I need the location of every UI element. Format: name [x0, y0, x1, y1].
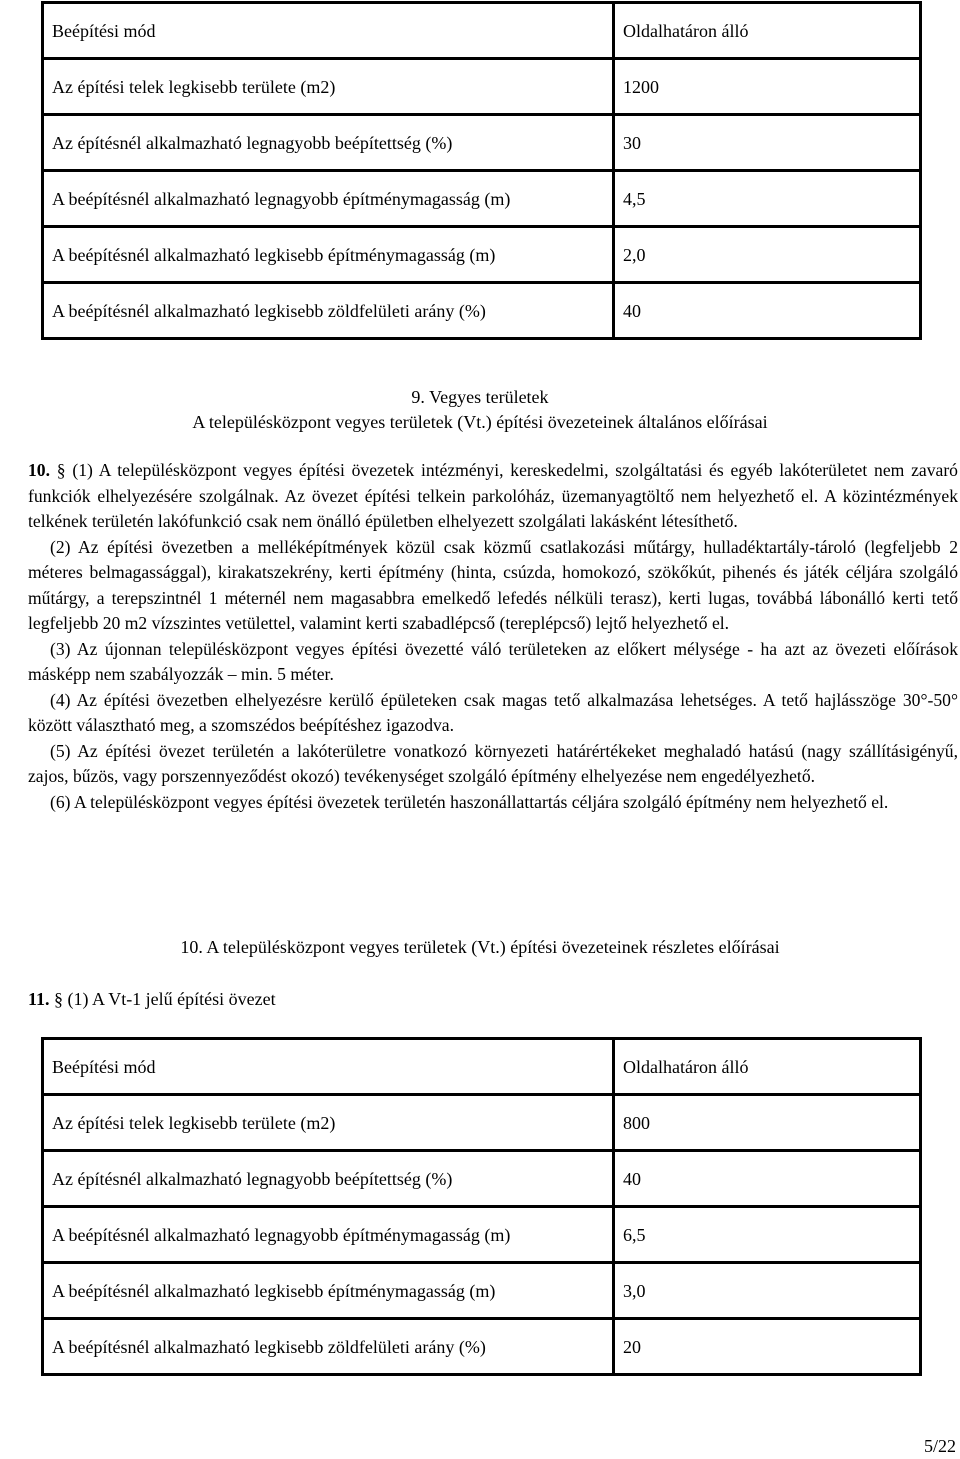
page-number: 5/22 — [923, 1436, 956, 1456]
parameter-value: 6,5 — [614, 1207, 921, 1263]
parameter-label: A beépítésnél alkalmazható legkisebb zöldfelületi arány (%) — [43, 1319, 614, 1375]
paragraph-11 — [28, 987, 276, 1011]
parameter-value: 2,0 — [614, 227, 921, 283]
parameter-label: Beépítési mód — [43, 1039, 614, 1095]
paragraph-text: (1) A településközpont vegyes építési övezetek intézményi, kereskedelmi, szolgáltatási és egyéb lakóterületet nem zavaró funkciók elhelyezésére szolgálnak. Az övezet építési telkein parkolóház, üzemanyagtöltő nem helyezhető el. A közintézmények telkének területén lakófunkció csak nem önálló épületben elhelyezett szolgálati lakásként létesíthető. — [28, 460, 958, 531]
parameter-label: A beépítésnél alkalmazható legkisebb építménymagasság (m) — [43, 1263, 614, 1319]
table-row — [43, 1319, 921, 1375]
building-parameters-table-2 — [41, 1037, 922, 1376]
section-symbol: § — [54, 989, 64, 1009]
table-row — [43, 171, 921, 227]
paragraph-10-subsection-5: (5) Az építési övezet területén a lakóterületre vonatkozó környezeti határértékeket meghaladó hatású (nagy szállításigényű, zajos, bűzös, vagy porszennyeződést okozó) tevékenységet szolgáló építmény elhelyezése nem engedélyezhető. — [28, 740, 958, 786]
table-row — [43, 283, 921, 339]
paragraph-10-subsection-2: (2) Az építési övezetben a melléképítmények közül csak közmű csatlakozási műtárgy, hulladéktartály-tároló (legfeljebb 2 méteres belmagassággal), kirakatszekrény, kerti építmény (hinta, csúzda, homokozó, szökőkút, pihenés és játék céljára szolgáló műtárgy, a terepszintnél 1 méternél nem magasabbra emelkedő lefedés nélküli terasz), kerti lugas, továbbá lábonálló kerti tető legfeljebb 20 m2 vízszintes vetülettel, valamint kerti szabadlépcső (tereplépcső) lejtő helyezhető el. — [28, 536, 958, 633]
table-row — [43, 3, 921, 59]
parameter-value: Oldalhatáron álló — [614, 1039, 921, 1095]
parameter-value: 3,0 — [614, 1263, 921, 1319]
paragraph-10 — [28, 458, 958, 815]
parameter-value: 20 — [614, 1319, 921, 1375]
parameter-label: A beépítésnél alkalmazható legnagyobb építménymagasság (m) — [43, 171, 614, 227]
table-row — [43, 227, 921, 283]
parameter-label: Az építési telek legkisebb területe (m2) — [43, 1095, 614, 1151]
paragraph-10-subsection-6: (6) A településközpont vegyes építési övezetek területén haszonállattartás céljára szolgáló építmény nem helyezhető el. — [50, 791, 889, 812]
table-row — [43, 59, 921, 115]
section-9-title: 9. Vegyes területek — [411, 387, 549, 407]
parameter-value: 4,5 — [614, 171, 921, 227]
parameter-label: Beépítési mód — [43, 3, 614, 59]
parameter-value: 800 — [614, 1095, 921, 1151]
building-parameters-table-1 — [41, 1, 922, 340]
table-row — [43, 1039, 921, 1095]
table-row — [43, 1207, 921, 1263]
table-row — [43, 115, 921, 171]
parameter-value: 40 — [614, 283, 921, 339]
paragraph-10-subsection-1 — [28, 458, 958, 535]
paragraph-number: 11. — [28, 989, 50, 1009]
paragraph-10-subsection-4: (4) Az építési övezetben elhelyezésre kerülő épületeken csak magas tető alkalmazása lehetséges. A tető hajlásszöge 30°-50° között választható meg, a szomszédos beépítéshez igazodva. — [28, 689, 958, 735]
section-symbol: § — [56, 460, 66, 480]
paragraph-text: (1) A Vt-1 jelű építési övezet — [63, 989, 276, 1009]
parameter-value: 40 — [614, 1151, 921, 1207]
parameter-label: Az építésnél alkalmazható legnagyobb beépítettség (%) — [43, 115, 614, 171]
section-10-title: 10. A településközpont vegyes területek (Vt.) építési övezeteinek részletes előírásai — [180, 937, 780, 957]
parameter-label: Az építésnél alkalmazható legnagyobb beépítettség (%) — [43, 1151, 614, 1207]
table-row — [43, 1263, 921, 1319]
parameter-value: Oldalhatáron álló — [614, 3, 921, 59]
table-row — [43, 1095, 921, 1151]
paragraph-10-subsection-3: (3) Az újonnan településközpont vegyes építési övezetté váló területeken az előkert mélysége - ha azt az övezeti előírások másképp nem szabályozzák – min. 5 méter. — [28, 638, 958, 684]
table-row — [43, 1151, 921, 1207]
parameter-label: A beépítésnél alkalmazható legkisebb építménymagasság (m) — [43, 227, 614, 283]
paragraph-number: 10. — [28, 460, 50, 480]
parameter-value: 30 — [614, 115, 921, 171]
parameter-label: A beépítésnél alkalmazható legkisebb zöldfelületi arány (%) — [43, 283, 614, 339]
parameter-label: A beépítésnél alkalmazható legnagyobb építménymagasság (m) — [43, 1207, 614, 1263]
parameter-value: 1200 — [614, 59, 921, 115]
section-9-subtitle: A településközpont vegyes területek (Vt.) építési övezeteinek általános előírásai — [192, 412, 768, 432]
parameter-label: Az építési telek legkisebb területe (m2) — [43, 59, 614, 115]
